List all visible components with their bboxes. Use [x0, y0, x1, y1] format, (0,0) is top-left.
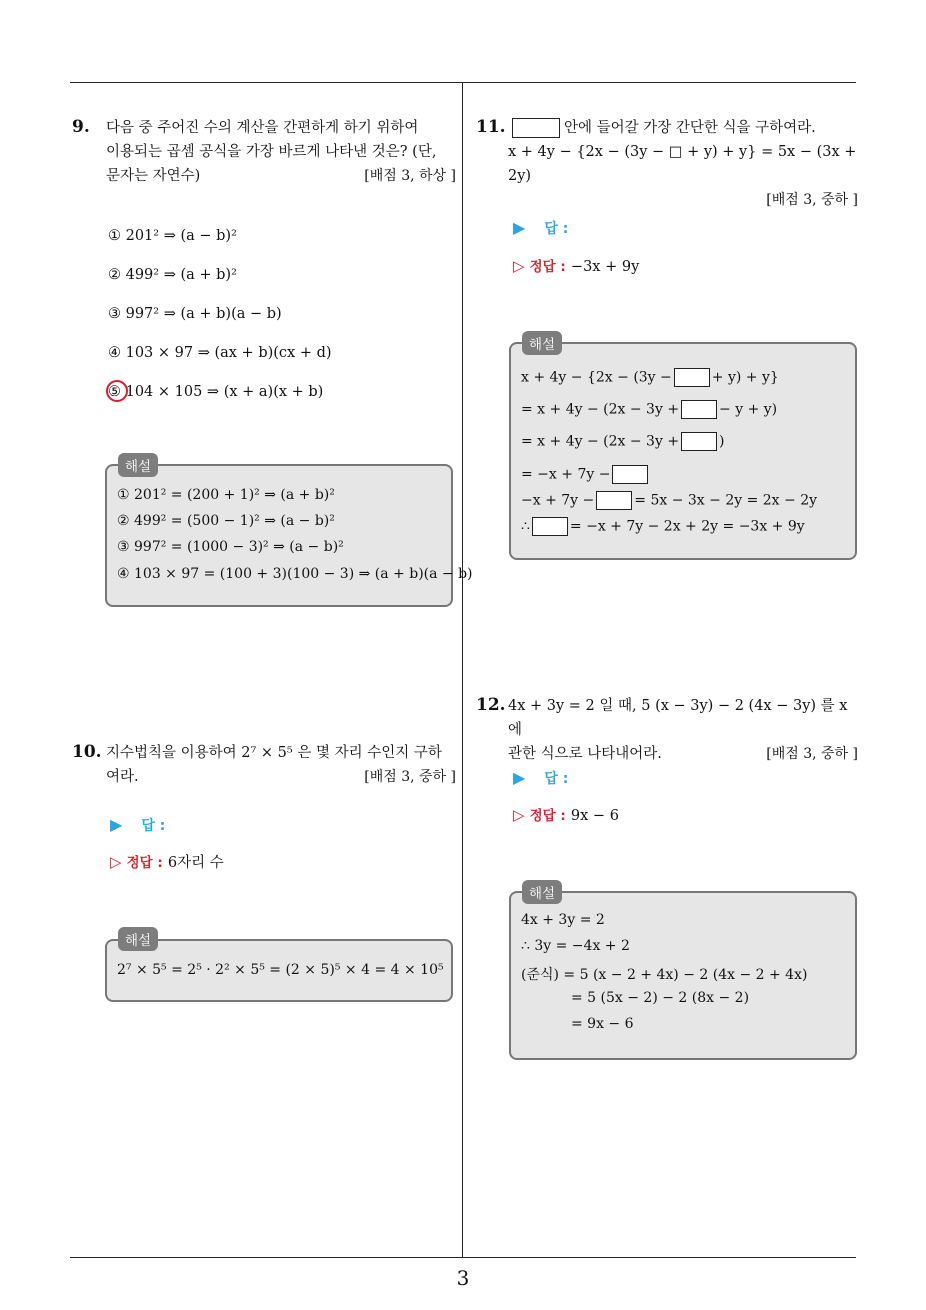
- q11-sol-6b: = −x + 7y − 2x + 2y = −3x + 9y: [569, 518, 805, 535]
- q10-answer-row[interactable]: [110, 815, 165, 835]
- q10-score: [배점 3, 중하 ]: [364, 769, 456, 785]
- q10-stem: [106, 741, 456, 789]
- q11-answer-label: 답 :: [544, 221, 569, 237]
- q12-stem: [508, 694, 858, 766]
- q9-number: 9.: [72, 117, 90, 137]
- q12-solution-line: 4x + 3y = 2: [521, 912, 605, 928]
- q10-correct-row: [110, 851, 224, 875]
- bottom-rule: [70, 1257, 856, 1258]
- q9-score: [배점 3, 하상 ]: [364, 168, 456, 184]
- blank-box-icon: [532, 517, 568, 536]
- q11-sol-4a: = −x + 7y −: [521, 466, 611, 483]
- q9-solution-line: ② 499² = (500 − 1)² ⇒ (a − b)²: [117, 513, 335, 529]
- q9-solution-box: [105, 464, 453, 607]
- q12-correct-label: 정답 :: [529, 808, 566, 824]
- q12-solution-line: (준식) = 5 (x − 2 + 4x) − 2 (4x − 2 + 4x): [521, 967, 808, 983]
- q9-option-1[interactable]: ① 201² ⇒ (a − b)²: [108, 228, 237, 244]
- q11-line1: 안에 들어갈 가장 간단한 식을 구하여라.: [564, 120, 816, 136]
- q11-correct-value: −3x + 9y: [570, 259, 640, 275]
- q11-solution-line: [521, 400, 777, 419]
- q10-solution-line: 2⁷ × 5⁵ = 2⁵ · 2² × 5⁵ = (2 × 5)⁵ × 4 = 4 × 10⁵: [117, 962, 444, 978]
- q9-solution-line: ① 201² = (200 + 1)² ⇒ (a + b)²: [117, 487, 335, 503]
- q11-sol-5a: −x + 7y −: [521, 492, 595, 509]
- selected-answer-circle-icon: [106, 380, 128, 402]
- column-divider: [462, 82, 463, 1258]
- q9-line3-row: [106, 164, 456, 188]
- q11-sol-3a: = x + 4y − (2x − 3y +: [521, 433, 680, 450]
- q12-solution-tag: 해설: [522, 880, 562, 904]
- q12-score: [배점 3, 중하 ]: [766, 746, 858, 762]
- outline-arrow-icon: ▷: [110, 853, 122, 871]
- q9-line3: 문자는 자연수): [106, 168, 201, 184]
- q10-line1: 지수법칙을 이용하여 2⁷ × 5⁵ 은 몇 자리 수인지 구하: [106, 745, 442, 761]
- q10-answer-label: 답 :: [141, 818, 166, 834]
- q11-line1-row: [508, 116, 858, 140]
- q12-solution-line: = 5 (5x − 2) − 2 (8x − 2): [571, 990, 750, 1006]
- q12-line2-row: [508, 742, 858, 766]
- q11-stem: [508, 116, 858, 212]
- q11-sol-2a: = x + 4y − (2x − 3y +: [521, 401, 680, 418]
- q11-solution-line: [521, 517, 805, 536]
- q11-number: 11.: [476, 117, 506, 137]
- q9-option-5[interactable]: ⑤ 104 × 105 ⇒ (x + a)(x + b): [108, 384, 324, 400]
- play-arrow-icon: ▶: [110, 815, 123, 834]
- q11-solution-tag: 해설: [522, 331, 562, 355]
- blank-box-icon: [674, 368, 710, 387]
- q12-solution-line: ∴ 3y = −4x + 2: [521, 938, 630, 954]
- q11-sol-1b: + y) + y}: [711, 369, 779, 386]
- q12-answer-label: 답 :: [544, 771, 569, 787]
- q11-sol-5b: = 5x − 3x − 2y = 2x − 2y: [634, 492, 818, 509]
- outline-arrow-icon: ▷: [513, 257, 525, 275]
- q10-correct-label: 정답 :: [126, 855, 163, 871]
- q11-score: [배점 3, 중하 ]: [766, 192, 858, 208]
- q10-correct-value: 6자리 수: [167, 855, 224, 871]
- blank-box-icon: [512, 118, 560, 138]
- top-rule: [70, 82, 856, 83]
- q9-line2: 이용되는 곱셈 공식을 가장 바르게 나타낸 것은? (단,: [106, 144, 437, 160]
- q12-correct-value: 9x − 6: [570, 808, 619, 824]
- q9-option-2[interactable]: ② 499² ⇒ (a + b)²: [108, 267, 237, 283]
- q12-line1: 4x + 3y = 2 일 때, 5 (x − 3y) − 2 (4x − 3y) 를 x 에: [508, 698, 848, 738]
- q11-solution-line: [521, 368, 779, 387]
- q12-answer-row[interactable]: [513, 768, 568, 788]
- blank-box-icon: [681, 400, 717, 419]
- q11-solution-line: [521, 491, 817, 510]
- q11-line2: x + 4y − {2x − (3y − □ + y) + y} = 5x − (3x + 2y): [508, 144, 857, 184]
- q11-correct-label: 정답 :: [529, 259, 566, 275]
- play-arrow-icon: ▶: [513, 218, 526, 237]
- q9-solution-tag: 해설: [118, 453, 158, 477]
- q9-solution-line: ④ 103 × 97 = (100 + 3)(100 − 3) ⇒ (a + b)(a − b): [117, 566, 473, 582]
- q10-line2: 여라.: [106, 769, 139, 785]
- q9-solution-line: ③ 997² = (1000 − 3)² ⇒ (a − b)²: [117, 539, 344, 555]
- q12-number: 12.: [476, 695, 506, 715]
- q9-line1: 다음 중 주어진 수의 계산을 간편하게 하기 위하여: [106, 120, 419, 136]
- page-number: 3: [456, 1266, 470, 1290]
- q11-sol-3b: ): [719, 433, 725, 450]
- q9-option-4[interactable]: ④ 103 × 97 ⇒ (ax + b)(cx + d): [108, 345, 332, 361]
- q10-line2-row: [106, 765, 456, 789]
- play-arrow-icon: ▶: [513, 768, 526, 787]
- outline-arrow-icon: ▷: [513, 806, 525, 824]
- q12-correct-row: [513, 804, 619, 828]
- q11-answer-row[interactable]: [513, 218, 568, 238]
- q9-option-3[interactable]: ③ 997² ⇒ (a + b)(a − b): [108, 306, 282, 322]
- q10-solution-tag: 해설: [118, 927, 158, 951]
- q10-number: 10.: [72, 742, 102, 762]
- q11-sol-6a: ∴: [521, 518, 530, 535]
- blank-box-icon: [612, 465, 648, 484]
- q11-sol-1a: x + 4y − {2x − (3y −: [521, 369, 672, 386]
- q11-correct-row: [513, 255, 639, 279]
- blank-box-icon: [681, 432, 717, 451]
- q12-line2: 관한 식으로 나타내어라.: [508, 746, 662, 762]
- q9-stem: [106, 116, 456, 188]
- q11-solution-line: [521, 432, 725, 451]
- q12-solution-line: = 9x − 6: [571, 1016, 634, 1032]
- blank-box-icon: [596, 491, 632, 510]
- q11-solution-line: [521, 465, 650, 484]
- q11-sol-2b: − y + y): [719, 401, 778, 418]
